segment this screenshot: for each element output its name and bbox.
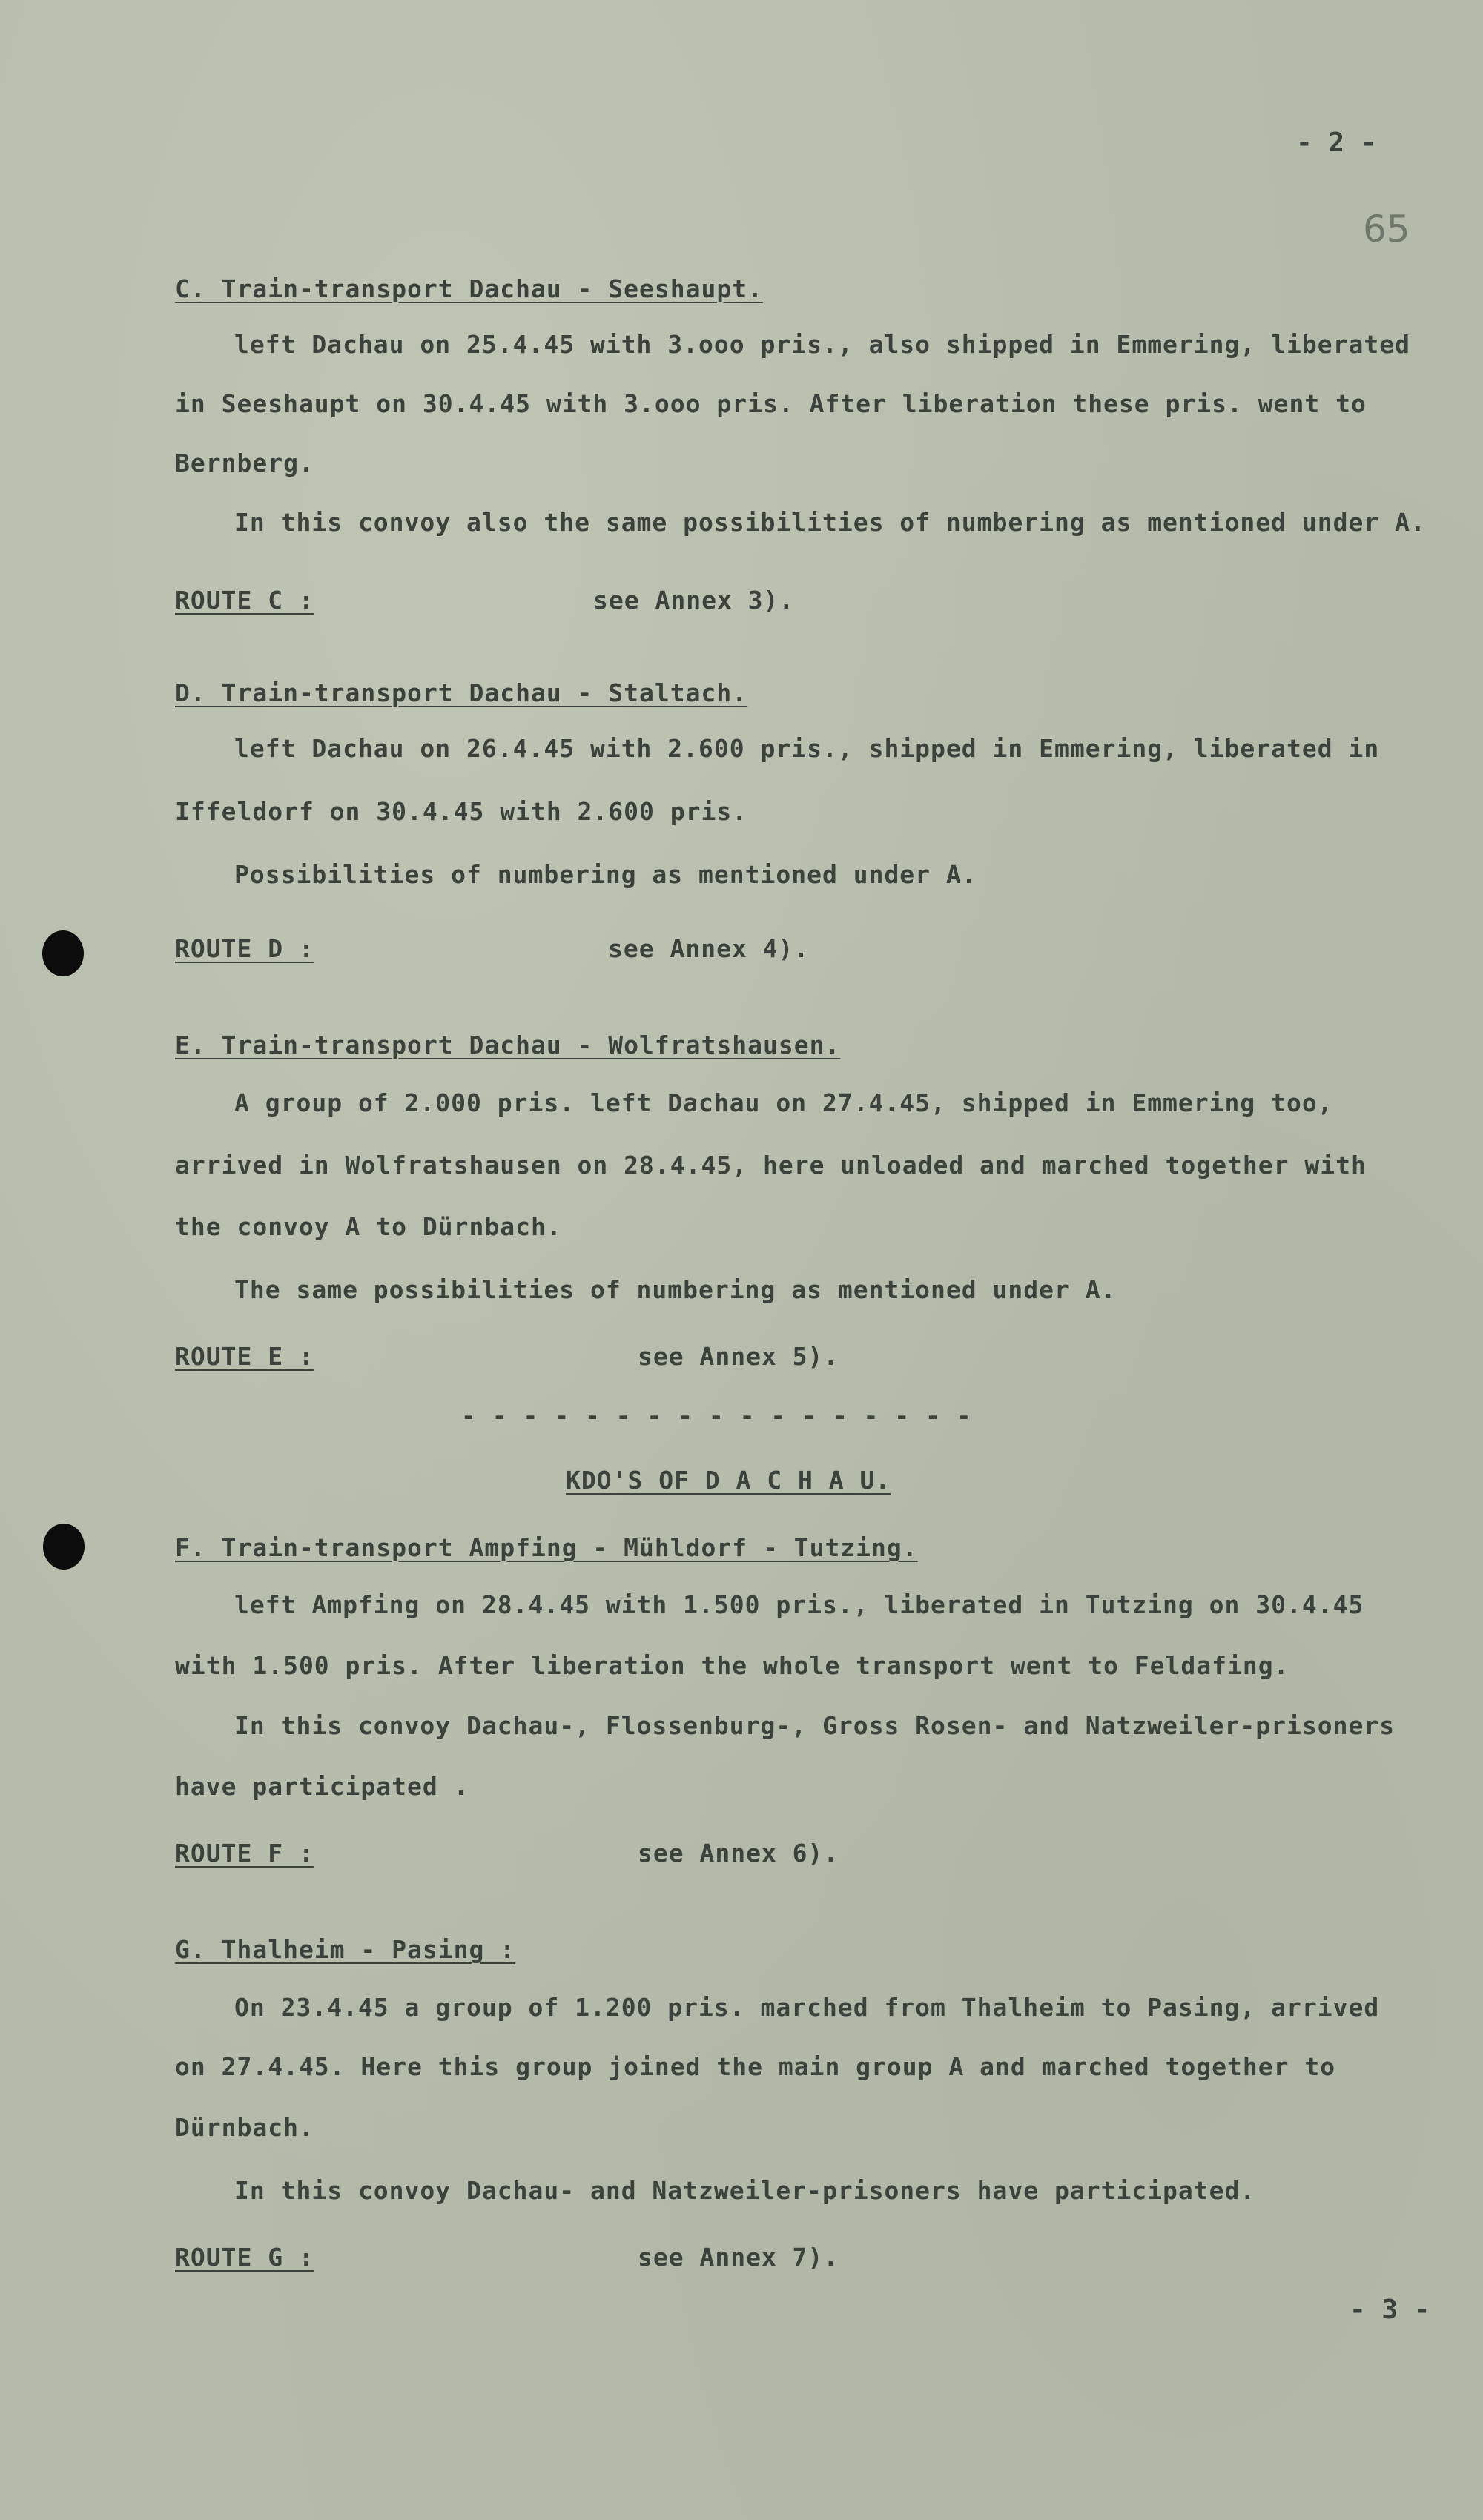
section-heading-g: G. Thalheim - Pasing : [175, 1935, 516, 1964]
punch-hole [42, 930, 84, 976]
page-number: - 2 - [1296, 128, 1377, 158]
subtitle: KDO'S OF D A C H A U. [566, 1466, 891, 1495]
text-line: in Seeshaupt on 30.4.45 with 3.ooo pris. After liberation these pris. went to [175, 389, 1367, 418]
route-label-f: ROUTE F : [175, 1839, 314, 1868]
text-line: Dürnbach. [175, 2113, 314, 2142]
section-heading-c: C. Train-transport Dachau - Seeshaupt. [175, 274, 763, 303]
text-line: left Dachau on 25.4.45 with 3.ooo pris., also shipped in Emmering, liberated [234, 330, 1410, 359]
folio-number: 65 [1363, 208, 1410, 251]
text-line: Iffeldorf on 30.4.45 with 2.600 pris. [175, 797, 748, 826]
text-line: The same possibilities of numbering as mentioned under A. [234, 1275, 1117, 1304]
punch-hole [43, 1524, 85, 1570]
text-line: on 27.4.45. Here this group joined the main group A and marched together to [175, 2052, 1336, 2081]
text-line: have participated . [175, 1772, 469, 1801]
divider-line: - - - - - - - - - - - - - - - - - [461, 1401, 972, 1430]
text-line: with 1.500 pris. After liberation the whole transport went to Feldafing. [175, 1651, 1289, 1680]
text-line: In this convoy also the same possibilities of numbering as mentioned under A. [234, 508, 1426, 537]
annex-reference-g: see Annex 7). [638, 2243, 839, 2272]
section-heading-e: E. Train-transport Dachau - Wolfratshausen. [175, 1031, 841, 1059]
text-line: On 23.4.45 a group of 1.200 pris. marched from Thalheim to Pasing, arrived [234, 1993, 1380, 2022]
text-line: In this convoy Dachau-, Flossenburg-, Gross Rosen- and Natzweiler-prisoners [234, 1711, 1396, 1740]
annex-reference-e: see Annex 5). [638, 1342, 839, 1371]
text-line: left Dachau on 26.4.45 with 2.600 pris., shipped in Emmering, liberated in [234, 734, 1380, 763]
next-page-number: - 3 - [1350, 2295, 1430, 2325]
section-heading-f: F. Train-transport Ampfing - Mühldorf - Tutzing. [175, 1533, 918, 1562]
text-line: In this convoy Dachau- and Natzweiler-prisoners have participated. [234, 2176, 1256, 2205]
annex-reference-c: see Annex 3). [593, 586, 795, 615]
text-line: arrived in Wolfratshausen on 28.4.45, here unloaded and marched together with [175, 1151, 1367, 1180]
text-line: Bernberg. [175, 449, 314, 477]
text-line: the convoy A to Dürnbach. [175, 1212, 562, 1241]
text-line: A group of 2.000 pris. left Dachau on 27.4.45, shipped in Emmering too, [234, 1088, 1333, 1117]
route-label-d: ROUTE D : [175, 934, 314, 963]
text-line: left Ampfing on 28.4.45 with 1.500 pris., liberated in Tutzing on 30.4.45 [234, 1590, 1364, 1619]
annex-reference-d: see Annex 4). [608, 934, 810, 963]
route-label-c: ROUTE C : [175, 586, 314, 615]
route-label-e: ROUTE E : [175, 1342, 314, 1371]
text-line: Possibilities of numbering as mentioned under A. [234, 860, 977, 889]
section-heading-d: D. Train-transport Dachau - Staltach. [175, 678, 748, 707]
annex-reference-f: see Annex 6). [638, 1839, 839, 1868]
route-label-g: ROUTE G : [175, 2243, 314, 2272]
